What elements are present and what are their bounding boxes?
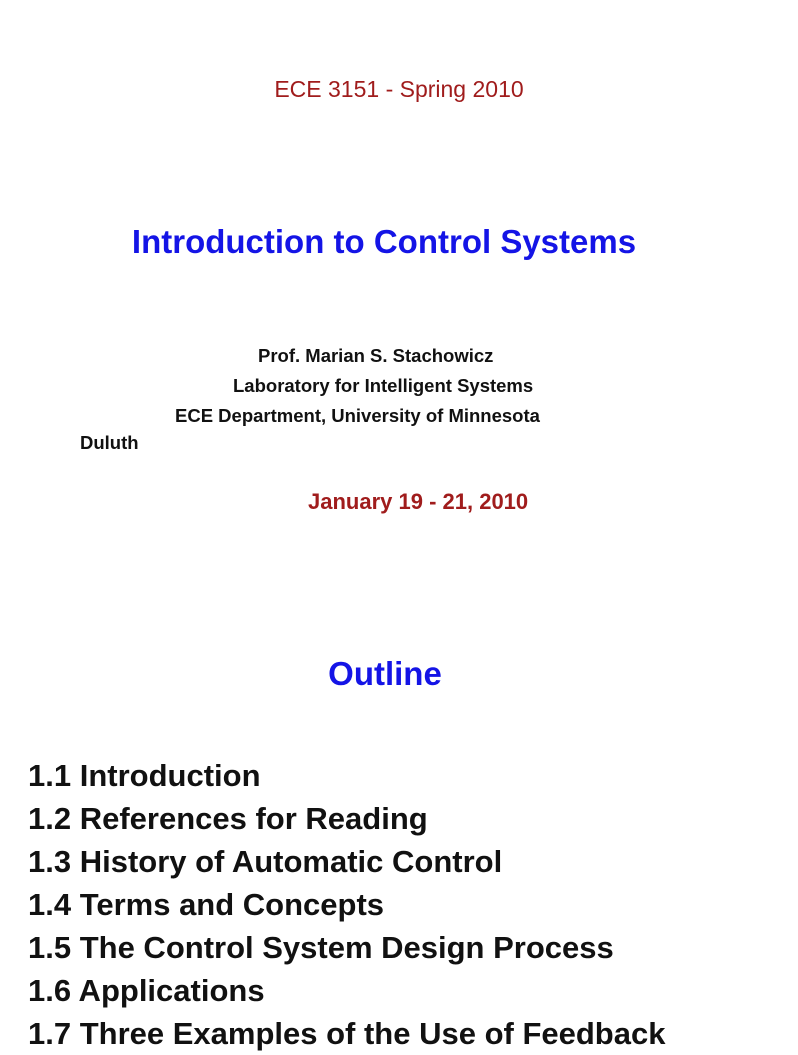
author-name: Prof. Marian S. Stachowicz bbox=[258, 345, 494, 366]
author-city: Duluth bbox=[80, 432, 139, 453]
outline-item: 1.6 Applications bbox=[28, 973, 265, 1008]
outline-item: 1.1 Introduction bbox=[28, 758, 261, 793]
outline-item: 1.7 Three Examples of the Use of Feedback bbox=[28, 1016, 666, 1051]
outline-item: 1.4 Terms and Concepts bbox=[28, 887, 385, 922]
course-label: ECE 3151 - Spring 2010 bbox=[274, 76, 524, 102]
page-title: Introduction to Control Systems bbox=[131, 223, 637, 260]
lecture-date: January 19 - 21, 2010 bbox=[308, 489, 529, 514]
outline-item: 1.3 History of Automatic Control bbox=[28, 844, 503, 879]
author-department: ECE Department, University of Minnesota bbox=[175, 405, 540, 426]
author-lab: Laboratory for Intelligent Systems bbox=[233, 375, 534, 396]
outline-heading: Outline bbox=[328, 655, 442, 692]
outline-item: 1.5 The Control System Design Process bbox=[28, 930, 614, 965]
outline-list bbox=[28, 754, 665, 1055]
outline-item: 1.2 References for Reading bbox=[28, 801, 428, 836]
